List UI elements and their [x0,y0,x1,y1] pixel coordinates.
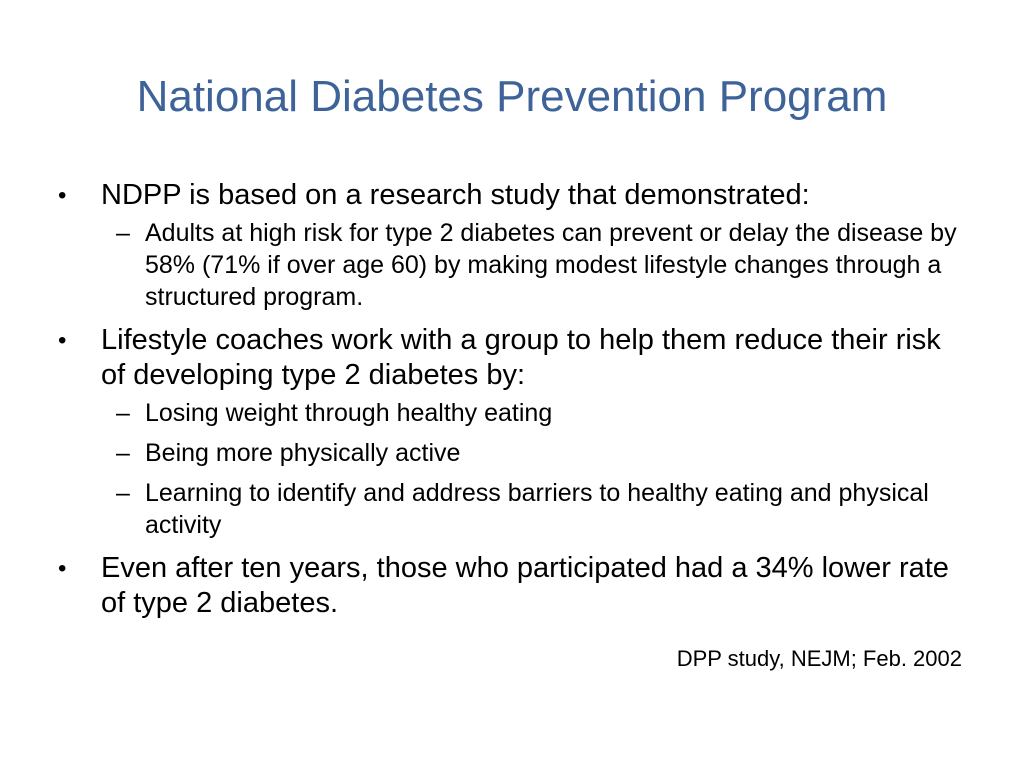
dash-marker: – [116,439,130,467]
bullet-text: Even after ten years, those who participated had a 34% lower rate of type 2 diabetes. [101,552,949,619]
sub-bullet-text: Being more physically active [145,439,461,467]
slide-body [58,178,968,621]
sub-bullet-item [58,397,968,429]
bullet-text: Lifestyle coaches work with a group to help them reduce their risk of developing type 2 diabetes by: [101,324,941,391]
slide-title: National Diabetes Prevention Program [136,72,888,121]
citation: DPP study, NEJM; Feb. 2002 [676,646,962,671]
sub-bullet-item [58,217,968,313]
sub-bullet-list [58,397,968,541]
dash-marker: – [116,479,130,507]
bullet-marker: • [58,327,67,354]
sub-bullet-text: Adults at high risk for type 2 diabetes can prevent or delay the disease by 58% (71% if over age 60) by making modest lifestyle changes through a structured program. [145,219,957,311]
sub-bullet-item [58,477,968,541]
dash-marker: – [116,219,130,247]
bullet-item [58,551,968,621]
bullet-marker: • [58,182,67,209]
dash-marker: – [116,399,130,427]
sub-bullet-text: Learning to identify and address barriers to healthy eating and physical activity [145,479,929,539]
bullet-marker: • [58,555,67,582]
sub-bullet-text: Losing weight through healthy eating [145,399,553,427]
bullet-item [58,178,968,213]
sub-bullet-item [58,437,968,469]
sub-bullet-list [58,217,968,313]
bullet-item [58,323,968,393]
bullet-text: NDPP is based on a research study that demonstrated: [101,179,810,211]
